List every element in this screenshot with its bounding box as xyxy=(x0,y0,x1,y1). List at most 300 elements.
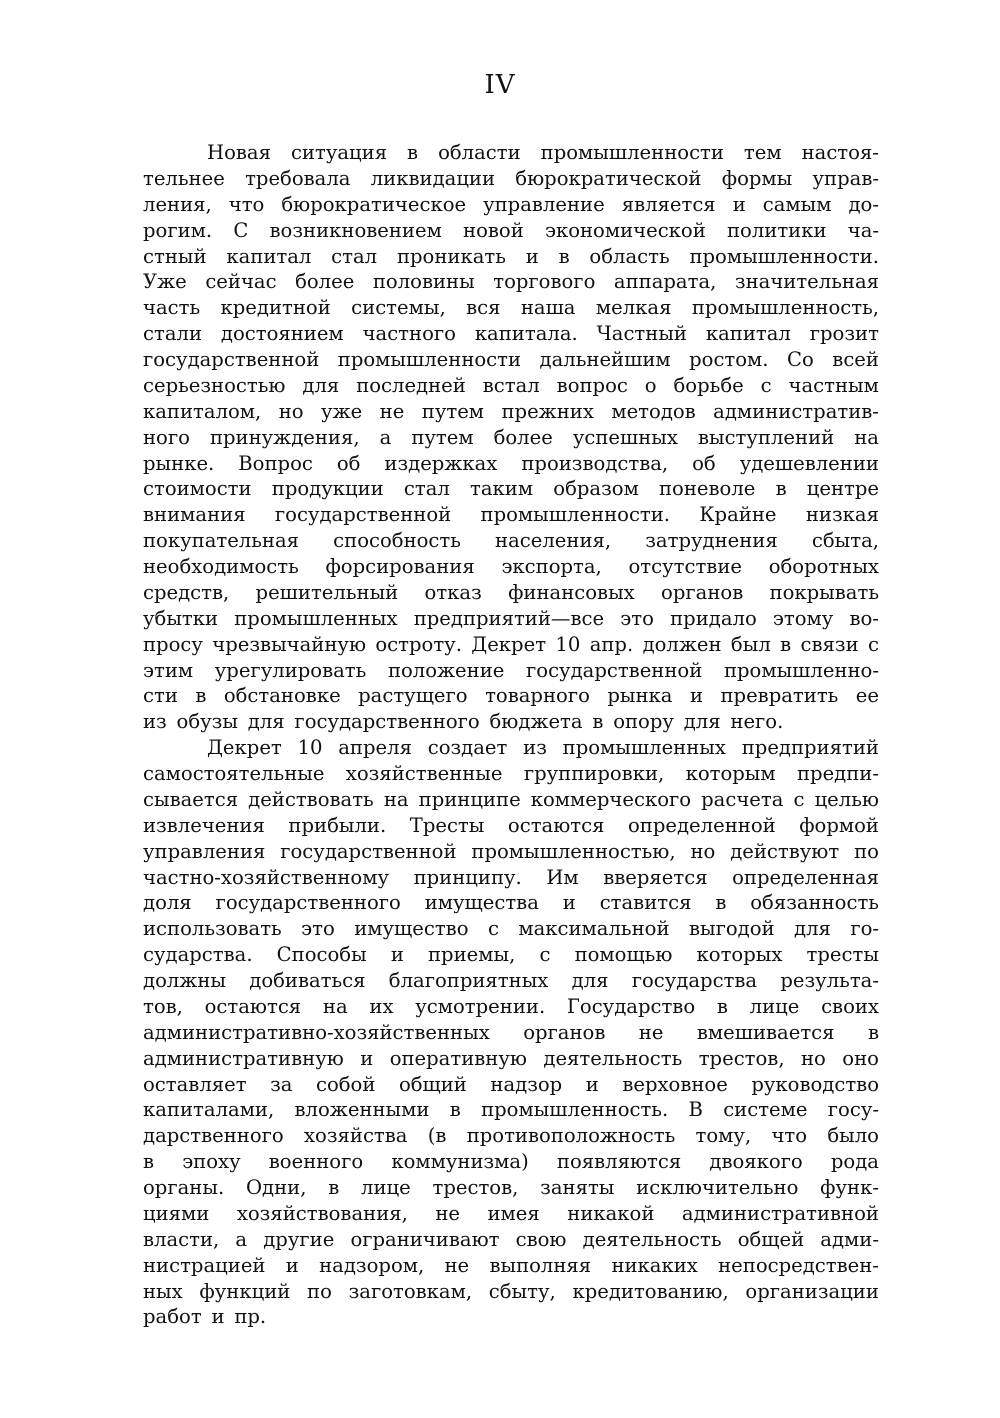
word: (в xyxy=(427,1124,447,1148)
word: за xyxy=(270,1072,293,1096)
word: этим xyxy=(143,658,194,682)
word: а xyxy=(379,425,392,449)
word: издержках xyxy=(384,451,498,475)
word: что xyxy=(228,192,265,216)
word: экспорта, xyxy=(501,555,602,578)
text-line xyxy=(143,502,879,528)
text-line xyxy=(143,1175,879,1201)
word: благоприятных xyxy=(388,969,549,992)
word: из xyxy=(523,736,547,760)
word: с xyxy=(793,787,805,811)
word: в xyxy=(716,994,728,1018)
word: никакой xyxy=(567,1201,655,1225)
word: последней xyxy=(356,373,466,397)
word: средств, xyxy=(143,580,230,604)
text-line xyxy=(143,942,879,968)
text-line xyxy=(143,425,879,451)
word: принципе xyxy=(418,787,521,811)
text-line xyxy=(143,813,879,839)
text-line xyxy=(143,1097,879,1123)
word: производства, xyxy=(521,451,669,475)
word: тресты xyxy=(806,943,879,967)
word: другие xyxy=(263,1227,335,1251)
text-line xyxy=(143,1279,879,1305)
word: появляются xyxy=(556,1150,682,1174)
word: и xyxy=(211,1305,225,1329)
word: на xyxy=(322,994,348,1018)
word: дальнейшим xyxy=(539,348,671,371)
paragraph xyxy=(143,140,879,735)
word: бюрократическое xyxy=(281,192,467,216)
word: урегулировать xyxy=(214,658,367,682)
word: в xyxy=(780,632,792,656)
word: ее xyxy=(855,684,879,708)
word: работ xyxy=(143,1305,202,1329)
word: аппарата, xyxy=(613,270,717,294)
word: рынке. xyxy=(143,451,215,475)
word: в xyxy=(558,244,570,268)
word: государственной xyxy=(143,348,320,371)
word: сейчас xyxy=(205,270,277,294)
word: тем xyxy=(743,141,782,164)
word: для xyxy=(247,710,285,734)
word: во- xyxy=(849,606,879,630)
word: стоимости xyxy=(143,477,252,501)
word: для xyxy=(571,969,609,992)
word: борьбе xyxy=(673,373,744,397)
word: Крайне xyxy=(699,503,777,527)
word: военного xyxy=(268,1150,364,1174)
word: апр. xyxy=(589,632,634,656)
text-line xyxy=(143,1046,879,1072)
word: требовала xyxy=(245,166,351,190)
word: не xyxy=(638,1020,664,1044)
word: деятельность xyxy=(582,1227,722,1251)
word: стали xyxy=(143,322,203,346)
word: ча- xyxy=(847,218,879,242)
word: об xyxy=(692,451,716,475)
word: сбыта, xyxy=(811,529,879,553)
word: торгового xyxy=(493,270,596,294)
word: с xyxy=(539,943,551,967)
word: выполняя xyxy=(489,1253,592,1277)
word: ситуация xyxy=(290,141,388,164)
word: и xyxy=(562,891,576,915)
word: просу xyxy=(143,632,203,656)
word: и xyxy=(525,244,539,268)
word: чрезвычайную xyxy=(212,632,367,656)
word: государственной xyxy=(526,658,703,682)
text-line xyxy=(143,787,879,813)
word: формой xyxy=(799,813,879,837)
word: промышленности. xyxy=(480,503,671,527)
text-line xyxy=(143,709,879,735)
word: системе xyxy=(723,1098,808,1122)
text-line xyxy=(143,166,879,192)
word: Тресты xyxy=(409,813,485,837)
word: бюрократической xyxy=(515,166,702,190)
word: способность xyxy=(333,529,461,553)
word: хозяйства xyxy=(303,1124,408,1148)
word: Способы xyxy=(276,943,367,967)
word: остаются xyxy=(204,994,302,1018)
text-line xyxy=(143,1201,879,1227)
word: управления xyxy=(143,839,266,863)
word: ставится xyxy=(599,891,692,915)
word: необходимость xyxy=(143,555,299,578)
word: государственного xyxy=(294,710,480,734)
text-line xyxy=(143,399,879,425)
word: и xyxy=(689,684,703,708)
word: государственной xyxy=(274,503,452,527)
word: обязанность xyxy=(750,891,879,915)
word: кредитной xyxy=(220,296,331,320)
word: возникновением xyxy=(269,218,442,242)
word: капиталом, xyxy=(143,399,262,423)
word: Государство xyxy=(566,994,696,1018)
word: для xyxy=(683,710,721,734)
word: из xyxy=(143,710,167,734)
word: непосредствен- xyxy=(718,1253,879,1277)
word: принципу. xyxy=(413,865,522,889)
word: исключительно xyxy=(636,1176,799,1199)
word: не xyxy=(379,399,405,423)
word: 10 xyxy=(555,632,581,656)
word: в xyxy=(592,710,604,734)
word: Декрет xyxy=(471,632,547,656)
word: промышленных xyxy=(562,736,726,760)
word: собой xyxy=(315,1072,376,1096)
text-line xyxy=(143,554,879,580)
word: Частный xyxy=(596,322,687,346)
page-number: IV xyxy=(484,70,516,100)
word: внимания xyxy=(143,503,246,527)
word: новой xyxy=(463,218,524,242)
word: и xyxy=(732,192,746,216)
word: на xyxy=(854,425,879,449)
word: доля xyxy=(143,891,192,915)
paragraph xyxy=(143,735,879,1330)
word: сывается xyxy=(143,787,239,811)
word: до- xyxy=(848,192,879,216)
text-line xyxy=(143,683,879,709)
word: действовать xyxy=(248,787,374,811)
text-line xyxy=(143,606,879,632)
word: часть xyxy=(143,296,201,320)
word: государственного xyxy=(215,891,401,915)
word: вмешивается xyxy=(696,1020,835,1044)
word: мелкая xyxy=(595,296,672,320)
word: органов xyxy=(523,1020,606,1044)
word: придало xyxy=(670,606,757,630)
word: их xyxy=(369,994,394,1018)
word: капитала. xyxy=(474,322,578,346)
word: принуждения, xyxy=(209,425,360,449)
word: это xyxy=(620,606,654,630)
text-line xyxy=(143,528,879,554)
word: остроту. xyxy=(375,632,462,656)
word: Вопрос xyxy=(238,451,313,475)
word: усмотрении. xyxy=(415,994,546,1018)
word: промышленно- xyxy=(723,658,879,682)
word: определенная xyxy=(732,865,879,889)
word: хозяйствования, xyxy=(236,1201,408,1225)
word: надзор xyxy=(490,1072,563,1096)
text-line xyxy=(143,761,879,787)
word: сударства. xyxy=(143,943,253,967)
word: сти xyxy=(143,684,178,708)
word: Им xyxy=(546,865,579,889)
word: общий xyxy=(398,1072,467,1096)
word: области xyxy=(438,141,521,164)
text-body xyxy=(143,140,879,1330)
word: оно xyxy=(842,1046,879,1070)
word: обузы xyxy=(176,710,238,734)
word: общей xyxy=(737,1227,805,1251)
text-line xyxy=(143,269,879,295)
word: системы, xyxy=(351,296,446,320)
word: стал xyxy=(403,477,450,501)
word: достоянием xyxy=(220,322,344,346)
word: но xyxy=(278,399,304,423)
word: управ- xyxy=(812,166,879,190)
word: го- xyxy=(850,917,879,941)
text-line xyxy=(143,218,879,244)
word: вся xyxy=(466,296,501,320)
word: заняты xyxy=(540,1176,615,1199)
word: бюджета xyxy=(489,710,583,734)
word: решительный xyxy=(255,580,399,604)
word: а xyxy=(235,1227,248,1251)
text-line xyxy=(143,916,879,942)
word: промышленности xyxy=(540,141,724,164)
word: государства xyxy=(631,969,758,992)
word: органов xyxy=(661,580,744,604)
word: ростом. xyxy=(689,348,769,371)
text-line xyxy=(143,658,879,684)
word: опору xyxy=(613,710,674,734)
word: имущества xyxy=(424,891,539,915)
word: был xyxy=(730,632,771,656)
word: прежних xyxy=(501,399,594,423)
word: циями xyxy=(143,1201,210,1225)
word: не xyxy=(444,1253,470,1277)
word: значительная xyxy=(734,270,879,294)
text-line xyxy=(143,890,879,916)
word: встал xyxy=(482,373,540,397)
text-line xyxy=(143,839,879,865)
word: расчета xyxy=(701,787,784,811)
word: и xyxy=(360,1046,374,1070)
word: эпоху xyxy=(182,1150,241,1174)
text-line xyxy=(143,1253,879,1279)
word: область xyxy=(589,244,670,268)
word: государственной xyxy=(280,839,457,863)
word: лице xyxy=(361,1176,411,1199)
word: центре xyxy=(806,477,879,501)
text-line xyxy=(143,968,879,994)
text-line xyxy=(143,1072,879,1098)
word: частного xyxy=(362,322,456,346)
word: выступлений xyxy=(697,425,835,449)
word: Декрет xyxy=(207,736,282,760)
word: по xyxy=(854,839,879,863)
word: частным xyxy=(788,373,879,397)
word: имущество xyxy=(354,917,469,941)
word: о xyxy=(644,373,657,397)
word: капитал xyxy=(226,244,312,268)
word: тому, xyxy=(695,1124,752,1148)
word: успешных xyxy=(572,425,678,449)
word: путем xyxy=(421,399,485,423)
word: покрывать xyxy=(769,580,879,604)
word: продукции xyxy=(271,477,384,501)
word: с xyxy=(487,917,499,941)
word: капитал xyxy=(705,322,791,346)
word: хозяйственные xyxy=(345,762,503,785)
word: деятельность xyxy=(543,1046,683,1070)
word: нистрацией xyxy=(143,1253,266,1277)
word: помощью xyxy=(574,943,673,967)
word: является xyxy=(621,192,716,216)
word: организации xyxy=(745,1279,879,1303)
word: рода xyxy=(830,1150,879,1174)
word: извлечения xyxy=(143,813,265,837)
word: руководство xyxy=(751,1072,879,1096)
word: но xyxy=(801,1046,826,1070)
text-line xyxy=(143,347,879,373)
word: максимальной xyxy=(518,917,670,941)
word: адми- xyxy=(820,1227,879,1251)
word: в xyxy=(143,1150,155,1174)
word: более xyxy=(295,270,355,294)
word: оставляет xyxy=(143,1072,247,1096)
text-line xyxy=(143,1304,879,1330)
word: предприятий—все xyxy=(413,606,605,630)
word: 10 xyxy=(297,736,323,760)
word: которым xyxy=(685,762,776,785)
text-line xyxy=(143,865,879,891)
word: растущего xyxy=(358,684,468,708)
word: должен xyxy=(642,632,722,656)
word: вверяется xyxy=(603,865,708,889)
word: стал xyxy=(331,244,378,268)
word: госу- xyxy=(827,1098,879,1122)
word: для xyxy=(794,917,831,941)
word: использовать xyxy=(143,917,282,941)
word: выгодой xyxy=(688,917,775,941)
word: В xyxy=(688,1098,703,1122)
text-line xyxy=(143,192,879,218)
word: заготовкам, xyxy=(348,1279,473,1303)
word: затруднения xyxy=(645,529,778,553)
word: Новая xyxy=(207,141,271,164)
word: половины xyxy=(372,270,475,294)
word: свою xyxy=(515,1227,567,1251)
word: функ- xyxy=(820,1176,879,1199)
word: промышленности xyxy=(337,348,522,371)
word: тельнее xyxy=(143,166,225,190)
word: промышленности. xyxy=(689,244,879,268)
word: самостоятельные xyxy=(143,762,325,785)
text-line xyxy=(143,451,879,477)
word: в xyxy=(449,1098,461,1122)
word: товарного xyxy=(485,684,590,708)
word: финансовых xyxy=(508,580,635,604)
word: и xyxy=(285,1253,299,1277)
word: промышленность, xyxy=(691,296,879,320)
word: кредитованию, xyxy=(572,1279,729,1303)
word: С xyxy=(233,218,249,242)
word: промышленностью, xyxy=(471,839,676,863)
text-line xyxy=(143,1149,879,1175)
text-line xyxy=(143,994,879,1020)
text-line xyxy=(143,580,879,606)
word: в xyxy=(775,477,787,501)
word: органы. xyxy=(143,1176,225,1199)
text-line xyxy=(143,295,879,321)
word: серьезностью xyxy=(143,373,286,397)
word: покупательная xyxy=(143,529,300,553)
word: для xyxy=(302,373,340,397)
word: коммунизма) xyxy=(391,1150,529,1174)
word: вопрос xyxy=(556,373,628,397)
text-line xyxy=(143,632,879,658)
word: превратить xyxy=(720,684,839,708)
word: трестов, xyxy=(698,1046,785,1070)
word: с xyxy=(868,632,879,656)
word: действуют xyxy=(730,839,840,863)
word: ления, xyxy=(143,192,212,216)
word: что xyxy=(771,1124,808,1148)
word: оборотных xyxy=(768,555,879,578)
word: остаются xyxy=(507,813,605,837)
word: административную xyxy=(143,1046,344,1070)
word: капиталами, xyxy=(143,1098,275,1122)
word: группировки, xyxy=(523,762,665,785)
word: верховное xyxy=(622,1072,728,1096)
word: которых xyxy=(696,943,783,967)
word: оперативную xyxy=(389,1046,527,1070)
word: административной xyxy=(681,1201,879,1225)
word: на xyxy=(383,787,409,811)
text-line xyxy=(143,321,879,347)
word: стный xyxy=(143,244,207,268)
text-line xyxy=(143,140,879,166)
word: определенной xyxy=(628,813,776,837)
word: населения, xyxy=(495,529,612,553)
word: предприятий xyxy=(741,736,879,760)
word: власти, xyxy=(143,1227,220,1251)
word: лице xyxy=(749,994,800,1018)
word: связи xyxy=(800,632,859,656)
word: в xyxy=(195,684,207,708)
word: по xyxy=(307,1279,332,1303)
word: в xyxy=(328,1176,340,1199)
word: апреля xyxy=(338,736,412,760)
word: административ- xyxy=(713,399,879,423)
word: прибыли. xyxy=(288,813,387,837)
word: надзором, xyxy=(319,1253,425,1277)
word: в xyxy=(407,141,419,164)
word: обстановке xyxy=(223,684,341,708)
word: уже xyxy=(321,399,363,423)
word: всей xyxy=(832,348,879,371)
word: административно-хозяйственных xyxy=(143,1020,490,1044)
word: таким xyxy=(470,477,534,501)
word: никаких xyxy=(611,1253,698,1277)
word: ного xyxy=(143,425,190,449)
